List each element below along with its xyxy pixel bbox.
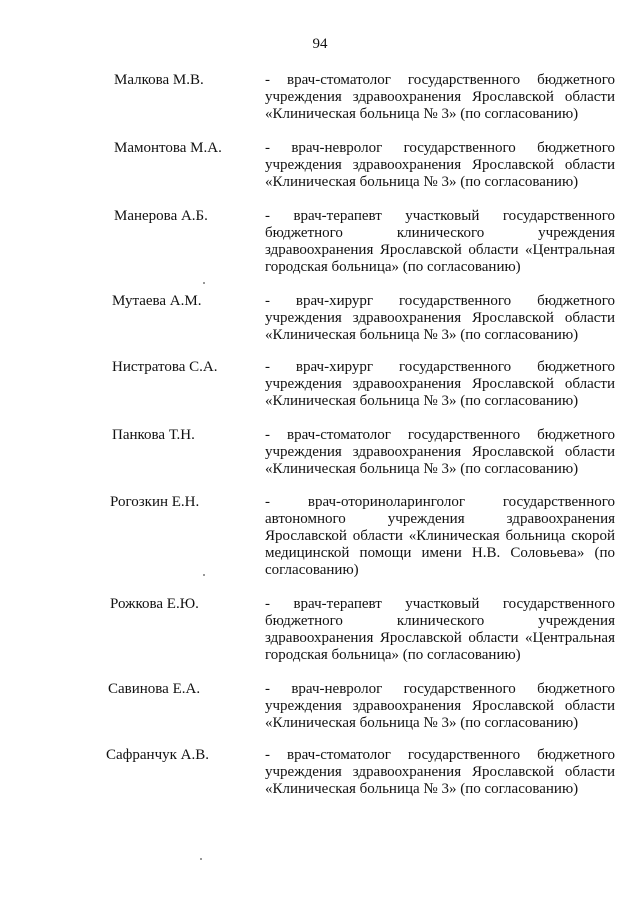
entry-name: Малкова М.В. — [114, 72, 204, 88]
entry-description: - врач-стоматолог государственного бюджетного учреждения здравоохранения Ярославской области «Клиническая больница № 3» (по согласованию) — [265, 747, 615, 797]
entry-name: Сафранчук А.В. — [106, 747, 209, 763]
page-number: 94 — [312, 36, 328, 52]
entry-description: - врач-невролог государственного бюджетного учреждения здравоохранения Ярославской области «Клиническая больница № 3» (по согласованию) — [265, 681, 615, 731]
entry-description: - врач-оториноларинголог государственного автономного учреждения здравоохранения Ярославской области «Клиническая больница скорой медицинской помощи имени Н.В. Соловьева» (по согласованию) — [265, 494, 615, 578]
entry-name: Рогозкин Е.Н. — [110, 494, 200, 510]
entry-description: - врач-стоматолог государственного бюджетного учреждения здравоохранения Ярославской области «Клиническая больница № 3» (по согласованию) — [265, 427, 615, 477]
entry-name: Манерова А.Б. — [114, 208, 208, 224]
entry-name: Панкова Т.Н. — [112, 427, 195, 443]
scan-speck — [200, 858, 202, 860]
entry-name: Мутаева А.М. — [112, 293, 202, 309]
entry-name: Рожкова Е.Ю. — [110, 596, 199, 612]
entry-description: - врач-терапевт участковый государственного бюджетного клинического учреждения здравоохранения Ярославской области «Центральная городская больница» (по согласованию) — [265, 596, 615, 663]
scan-speck — [203, 282, 205, 284]
entry-name: Нистратова С.А. — [112, 359, 218, 375]
entry-description: - врач-стоматолог государственного бюджетного учреждения здравоохранения Ярославской области «Клиническая больница № 3» (по согласованию) — [265, 72, 615, 122]
entry-description: - врач-хирург государственного бюджетного учреждения здравоохранения Ярославской области «Клиническая больница № 3» (по согласованию) — [265, 293, 615, 343]
entry-description: - врач-хирург государственного бюджетного учреждения здравоохранения Ярославской области «Клиническая больница № 3» (по согласованию) — [265, 359, 615, 409]
entry-name: Савинова Е.А. — [108, 681, 201, 697]
entry-description: - врач-невролог государственного бюджетного учреждения здравоохранения Ярославской области «Клиническая больница № 3» (по согласованию) — [265, 140, 615, 190]
entry-name: Мамонтова М.А. — [114, 140, 222, 156]
entry-description: - врач-терапевт участковый государственного бюджетного клинического учреждения здравоохранения Ярославской области «Центральная городская больница» (по согласованию) — [265, 208, 615, 275]
scan-speck — [203, 574, 205, 576]
